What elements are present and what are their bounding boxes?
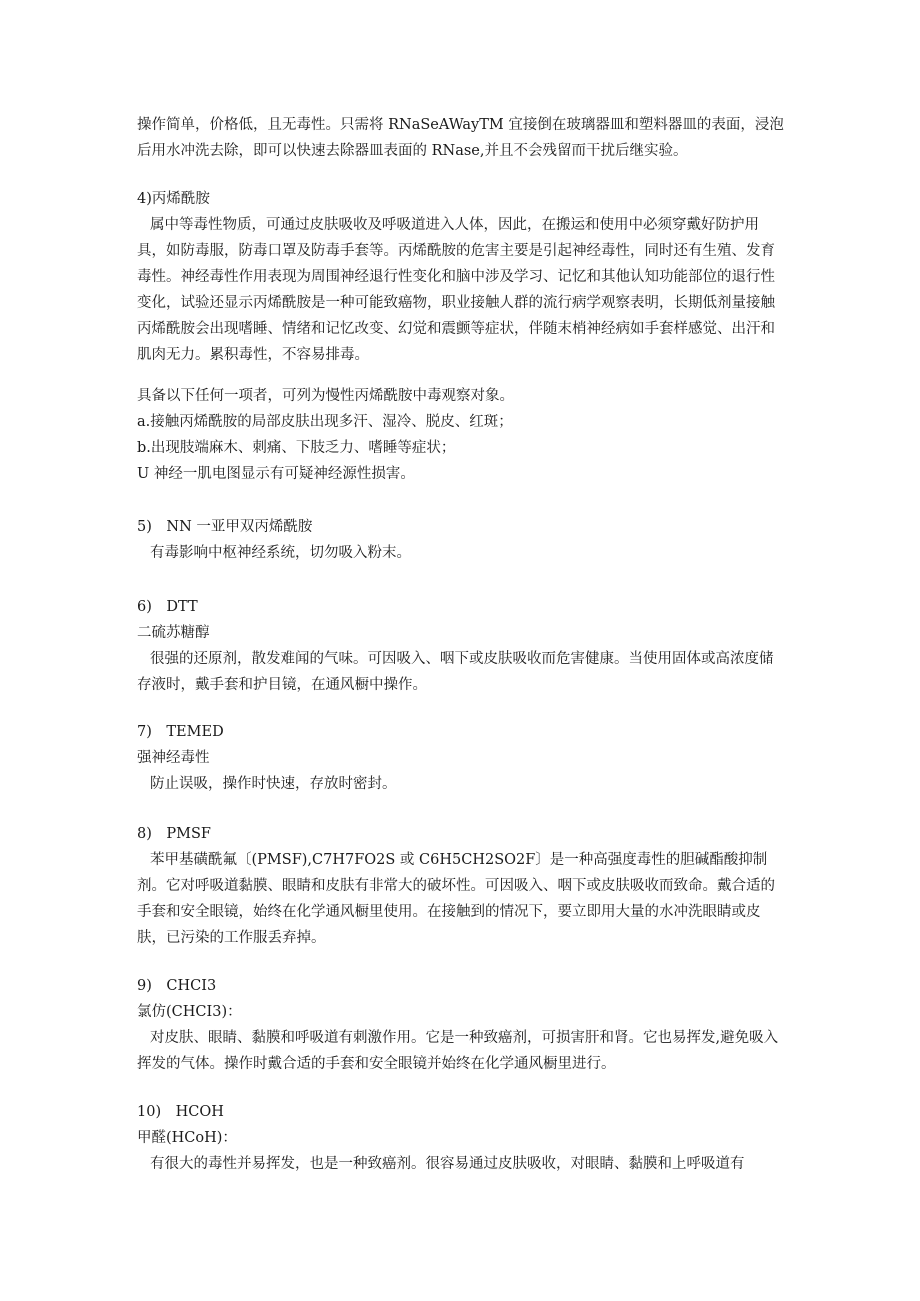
- section-6-subtitle: 二硫苏糖醇: [137, 625, 210, 641]
- section-10: [137, 1099, 787, 1177]
- section-4: [137, 186, 787, 368]
- section-10-subtitle: 甲醛(HCoH)：: [137, 1130, 237, 1146]
- intro-section: [137, 112, 787, 164]
- section-4-body: 属中等毒性物质，可通过皮肤吸收及呼吸道进入人体，因此，在搬运和使用中必须穿戴好防护用具，如防毒服，防毒口罩及防毒手套等。丙烯酰胺的危害主要是引起神经毒性，同时还有生殖、发育毒性。神经毒性作用表现为周围神经退行性变化和脑中涉及学习、记忆和其他认知功能部位的退行性变化，试验还显示丙烯酰胺是一种可能致癌物，职业接触人群的流行病学观察表明，长期低剂量接触丙烯酰胺会出现嗜睡、情绪和记忆改变、幻觉和震颤等症状，伴随末梢神经病如手套样感觉、出汗和肌肉无力。累积毒性，不容易排毒。: [137, 217, 775, 363]
- criteria-item-c: U 神经一肌电图显示有可疑神经源性损害。: [137, 466, 415, 482]
- section-8-heading: 8) PMSF: [137, 826, 211, 842]
- section-5-body: 有毒影响中枢神经系统，切勿吸入粉末。: [150, 545, 411, 561]
- section-7-subtitle: 强神经毒性: [137, 750, 210, 766]
- intro-paragraph: 操作简单，价格低，且无毒性。只需将 RNaSeAWayTM 宜接倒在玻璃器皿和塑料器皿的表面，浸泡后用水冲洗去除，即可以快速去除器皿表面的 RNase,并且不会残留而干扰后继实验。: [137, 117, 784, 159]
- section-4-criteria: [137, 383, 787, 487]
- section-6-heading: 6) DTT: [137, 599, 198, 615]
- section-5-heading: 5) NN 一亚甲双丙烯酰胺: [137, 519, 313, 535]
- section-5: [137, 514, 787, 566]
- section-7-body: 防止误吸，操作时快速，存放时密封。: [150, 776, 397, 792]
- section-9-subtitle: 氯仿(CHCI3)：: [137, 1004, 242, 1020]
- section-4-heading: 4)丙烯酰胺: [137, 191, 210, 207]
- section-8: [137, 821, 787, 951]
- section-6-body: 很强的还原剂，散发难闻的气味。可因吸入、咽下或皮肤吸收而危害健康。当使用固体或高浓度储存液时，戴手套和护目镜，在通风橱中操作。: [137, 651, 774, 693]
- section-9-body: 对皮肤、眼睛、黏膜和呼吸道有刺激作用。它是一种致癌剂，可损害肝和肾。它也易挥发,避免吸入挥发的气体。操作时戴合适的手套和安全眼镜并始终在化学通风橱里进行。: [137, 1030, 779, 1072]
- criteria-intro: 具备以下任何一项者，可列为慢性丙烯酰胺中毒观察对象。: [137, 388, 514, 404]
- section-8-body: 苯甲基磺酰氟〔(PMSF),C7H7FO2S 或 C6H5CH2SO2F〕是一种高强度毒性的胆碱酯酸抑制剂。它对呼吸道黏膜、眼睛和皮肤有非常大的破坏性。可因吸入、咽下或皮肤吸收而致命。戴合适的手套和安全眼镜，始终在化学通风橱里使用。在接触到的情况下，要立即用大量的水冲洗眼睛或皮肤，已污染的工作服丢弃掉。: [137, 852, 775, 946]
- criteria-item-a: a.接触丙烯酰胺的局部皮肤出现多汗、湿冷、脱皮、红斑；: [137, 414, 513, 430]
- section-10-heading: 10) HCOH: [137, 1104, 224, 1120]
- criteria-item-b: b.出现肢端麻木、刺痛、下肢乏力、嗜睡等症状；: [137, 440, 456, 456]
- section-9-heading: 9) CHCI3: [137, 978, 217, 994]
- section-6: [137, 594, 787, 698]
- section-9: [137, 973, 787, 1077]
- section-7: [137, 719, 787, 797]
- section-7-heading: 7) TEMED: [137, 724, 224, 740]
- section-10-body: 有很大的毒性并易挥发，也是一种致癌剂。很容易通过皮肤吸收，对眼睛、黏膜和上呼吸道有: [150, 1156, 745, 1172]
